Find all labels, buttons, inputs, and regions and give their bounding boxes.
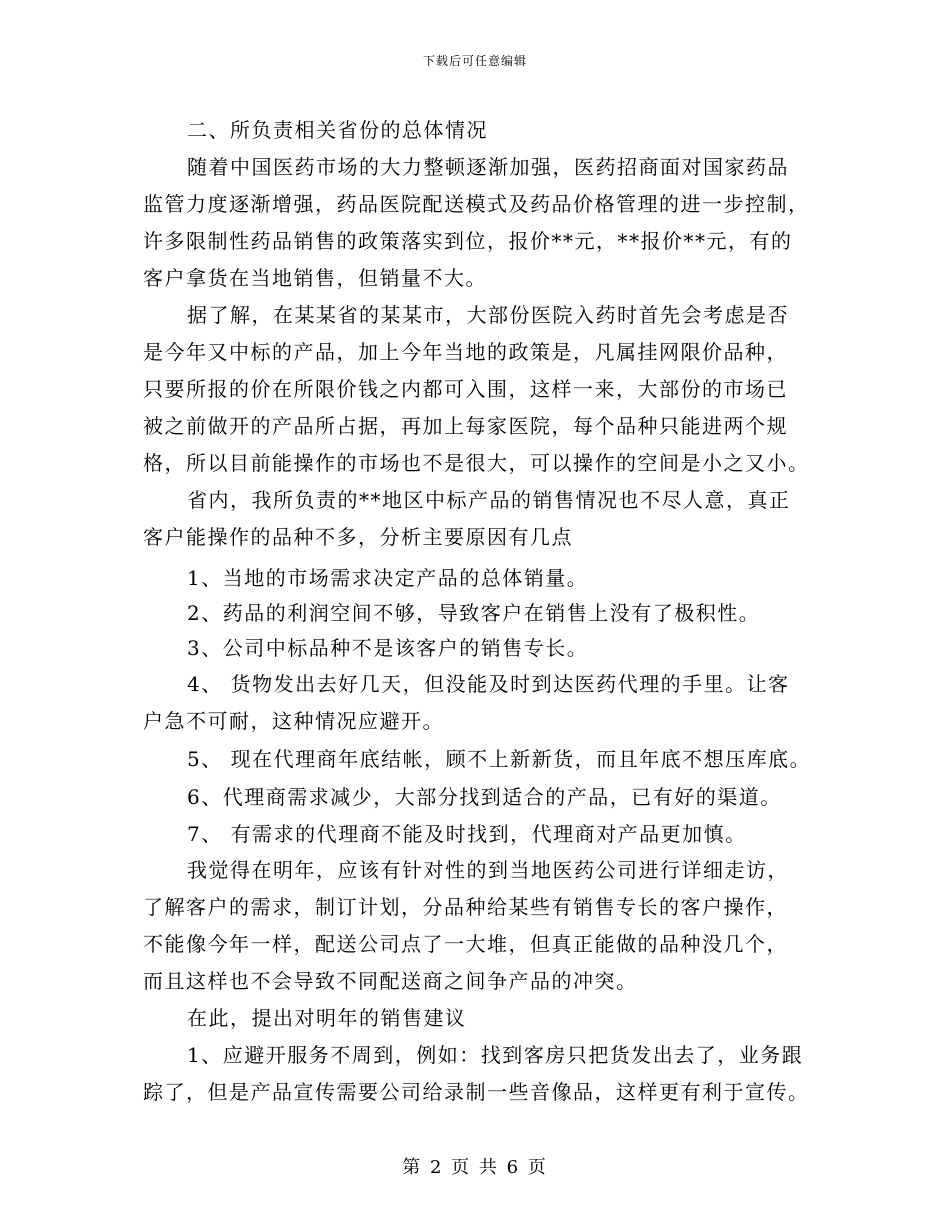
list-item: 3、公司中标品种不是该客户的销售专长。 [187,636,589,660]
paragraph-line: 我觉得在明年，应该有针对性的到当地医药公司进行详细走访， [187,858,789,882]
list-item: 7、 有需求的代理商不能及时找到，代理商对产品更加慎。 [187,822,747,846]
paragraph-line: 监管力度逐渐增强，药品医院配送模式及药品价格管理的进一步控制， [143,192,810,216]
page-header: 下载后可任意编辑 [422,54,527,68]
paragraph-line: 了解客户的需求，制订计划，分品种给某些有销售专长的客户操作， [143,895,788,919]
list-item: 1、当地的市场需求决定产品的总体销量。 [187,566,589,590]
list-item: 6、代理商需求减少，大部分找到适合的产品，已有好的渠道。 [187,785,782,809]
paragraph-line: 不能像今年一样，配送公司点了一大堆，但真正能做的品种没几个， [143,932,788,956]
page-footer: 第 2 页 共 6 页 [402,1157,548,1178]
paragraph-line: 省内，我所负责的**地区中标产品的销售情况也不尽人意，真正 [187,488,791,512]
paragraph-line: 许多限制性药品销售的政策落实到位，报价**元，**报价**元，有的 [143,229,793,253]
list-item: 2、药品的利润空间不够，导致客户在销售上没有了极积性。 [187,601,761,625]
list-item: 5、 现在代理商年底结帐，顾不上新新货，而且年底不想压库底。 [187,747,812,771]
paragraph-line: 格，所以目前能操作的市场也不是很大，可以操作的空间是小之又小。 [143,451,810,475]
list-item-continuation: 踪了，但是产品宣传需要公司给录制一些音像品，这样更有利于宣传。 [143,1080,810,1104]
paragraph-line: 是今年又中标的产品，加上今年当地的政策是，凡属挂网限价品种， [143,340,788,364]
list-item: 1、应避开服务不周到，例如：找到客房只把货发出去了，业务跟 [187,1043,804,1067]
paragraph-line: 只要所报的价在所限价钱之内都可入围，这样一来，大部份的市场已 [143,377,788,401]
paragraph-line: 客户拿货在当地销售，但销量不大。 [143,266,487,290]
paragraph-line: 客户能操作的品种不多，分析主要原因有几点 [143,525,573,549]
list-item-continuation: 户急不可耐，这种情况应避开。 [143,709,444,733]
list-item: 4、 货物发出去好几天，但没能及时到达医药代理的手里。让客 [187,672,790,696]
paragraph-line: 据了解，在某某省的某某市，大部份医院入药时首先会考虑是否 [187,303,789,327]
paragraph-line: 被之前做开的产品所占据，再加上每家医院，每个品种只能进两个规 [143,414,788,438]
paragraph-line: 在此，提出对明年的销售建议 [187,1006,467,1030]
section-heading: 二、所负责相关省份的总体情况 [187,118,488,142]
paragraph-line: 而且这样也不会导致不同配送商之间争产品的冲突。 [143,969,638,993]
paragraph-line: 随着中国医药市场的大力整顿逐渐加强，医药招商面对国家药品 [187,155,789,179]
